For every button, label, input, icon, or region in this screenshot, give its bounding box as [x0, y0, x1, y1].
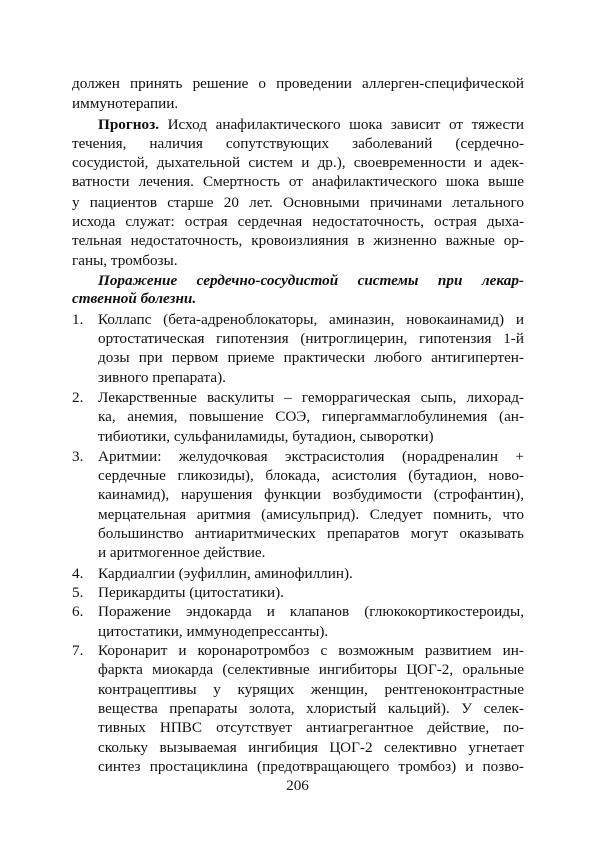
list-number: 7. [72, 642, 84, 659]
text-line: Исход анафилактического шока зависит от тяжести [159, 116, 524, 133]
list-item-line: Коронарит и коронаротромбоз с возможным развитием ин- [98, 642, 524, 659]
list-item-line: Кардиалгии (эуфиллин, аминофиллин). [98, 565, 353, 582]
list-item-line: Перикардиты (цитостатики). [98, 584, 284, 601]
list-item-line: ортостатическая гипотензия (нитроглицерин, гипотензия 1-й [98, 330, 524, 347]
list-number: 4. [72, 565, 84, 582]
prognosis-first-line [98, 115, 524, 134]
text-line: тельная недостаточность, кровоизлияния в жизненно важные ор- [72, 232, 524, 249]
section-heading: Поражение сердечно-сосудистой системы при лекар- [98, 272, 524, 289]
list-item-line: ка, анемия, повышение СОЭ, гипергаммаглобулинемия (ан- [98, 408, 524, 425]
list-item-line: большинство антиаритмических препаратов могут оказывать [98, 525, 524, 542]
text-line: должен принять решение о проведении аллерген-специфической [72, 75, 524, 92]
list-item-line: синтез простациклина (предотвращающего тромбоз) и позво- [98, 758, 524, 775]
list-item-line: вещества препараты золота, хлористый кальций). У селек- [98, 700, 524, 717]
text-line: ганы, тромбозы. [72, 252, 178, 269]
list-item-line: дозы при первом приеме практически любого антигипертен- [98, 349, 524, 366]
text-line: у пациентов старше 20 лет. Основными причинами летального [72, 194, 524, 211]
list-item-line: Лекарственные васкулиты – геморрагическая сыпь, лихорад- [98, 389, 524, 406]
list-item-line: тибиотики, сульфаниламиды, бутадион, сыворотки) [98, 428, 434, 445]
list-number: 2. [72, 389, 84, 406]
list-item-line: контрацептивы у курящих женщин, рентгеноконтрастные [98, 681, 524, 698]
list-item-line: скольку вызываемая ингибиция ЦОГ-2 селективно угнетает [98, 739, 524, 756]
list-item-line: сердечные гликозиды), блокада, асистолия (бутадион, ново- [98, 467, 524, 484]
text-line: течения, наличия сопутствующих заболеваний (сердечно- [72, 135, 524, 152]
list-item-line: зивного препарата). [98, 369, 226, 386]
list-item-line: и аритмогенное действие. [98, 544, 266, 561]
list-item-line: Поражение эндокарда и клапанов (глюкокортикостероиды, [98, 603, 524, 620]
list-item-line: цитостатики, иммунодепрессанты). [98, 623, 329, 640]
list-number: 6. [72, 603, 84, 620]
list-item-line: каинамид), нарушения функции возбудимости (строфантин), [98, 486, 524, 503]
list-number: 3. [72, 448, 84, 465]
text-line: исхода служат: острая сердечная недостаточность, острая дыха- [72, 213, 524, 230]
text-line: иммунотерапии. [72, 95, 179, 112]
page-number: 206 [286, 777, 309, 794]
list-item-line: фаркта миокарда (селективные ингибиторы ЦОГ-2, оральные [98, 661, 524, 678]
list-item-line: Аритмии: желудочковая экстрасистолия (норадреналин + [98, 448, 524, 465]
list-number: 5. [72, 584, 84, 601]
text-line: ватности лечения. Смертность от анафилактического шока выше [72, 173, 524, 190]
list-item-line: тивных НПВС отсутствует антиагрегантное действие, по- [98, 719, 524, 736]
list-item-line: мерцательная аритмия (амисульприд). Следует помнить, что [98, 506, 524, 523]
section-heading-cont: ственной болезни. [72, 290, 197, 307]
list-item-line: Коллапс (бета-адреноблокаторы, аминазин, новокаинамид) и [98, 311, 524, 328]
list-number: 1. [72, 311, 84, 328]
prognosis-heading: Прогноз. [98, 116, 159, 133]
text-line: сосудистой, дыхательной систем и др.), своевременности и адек- [72, 154, 524, 171]
